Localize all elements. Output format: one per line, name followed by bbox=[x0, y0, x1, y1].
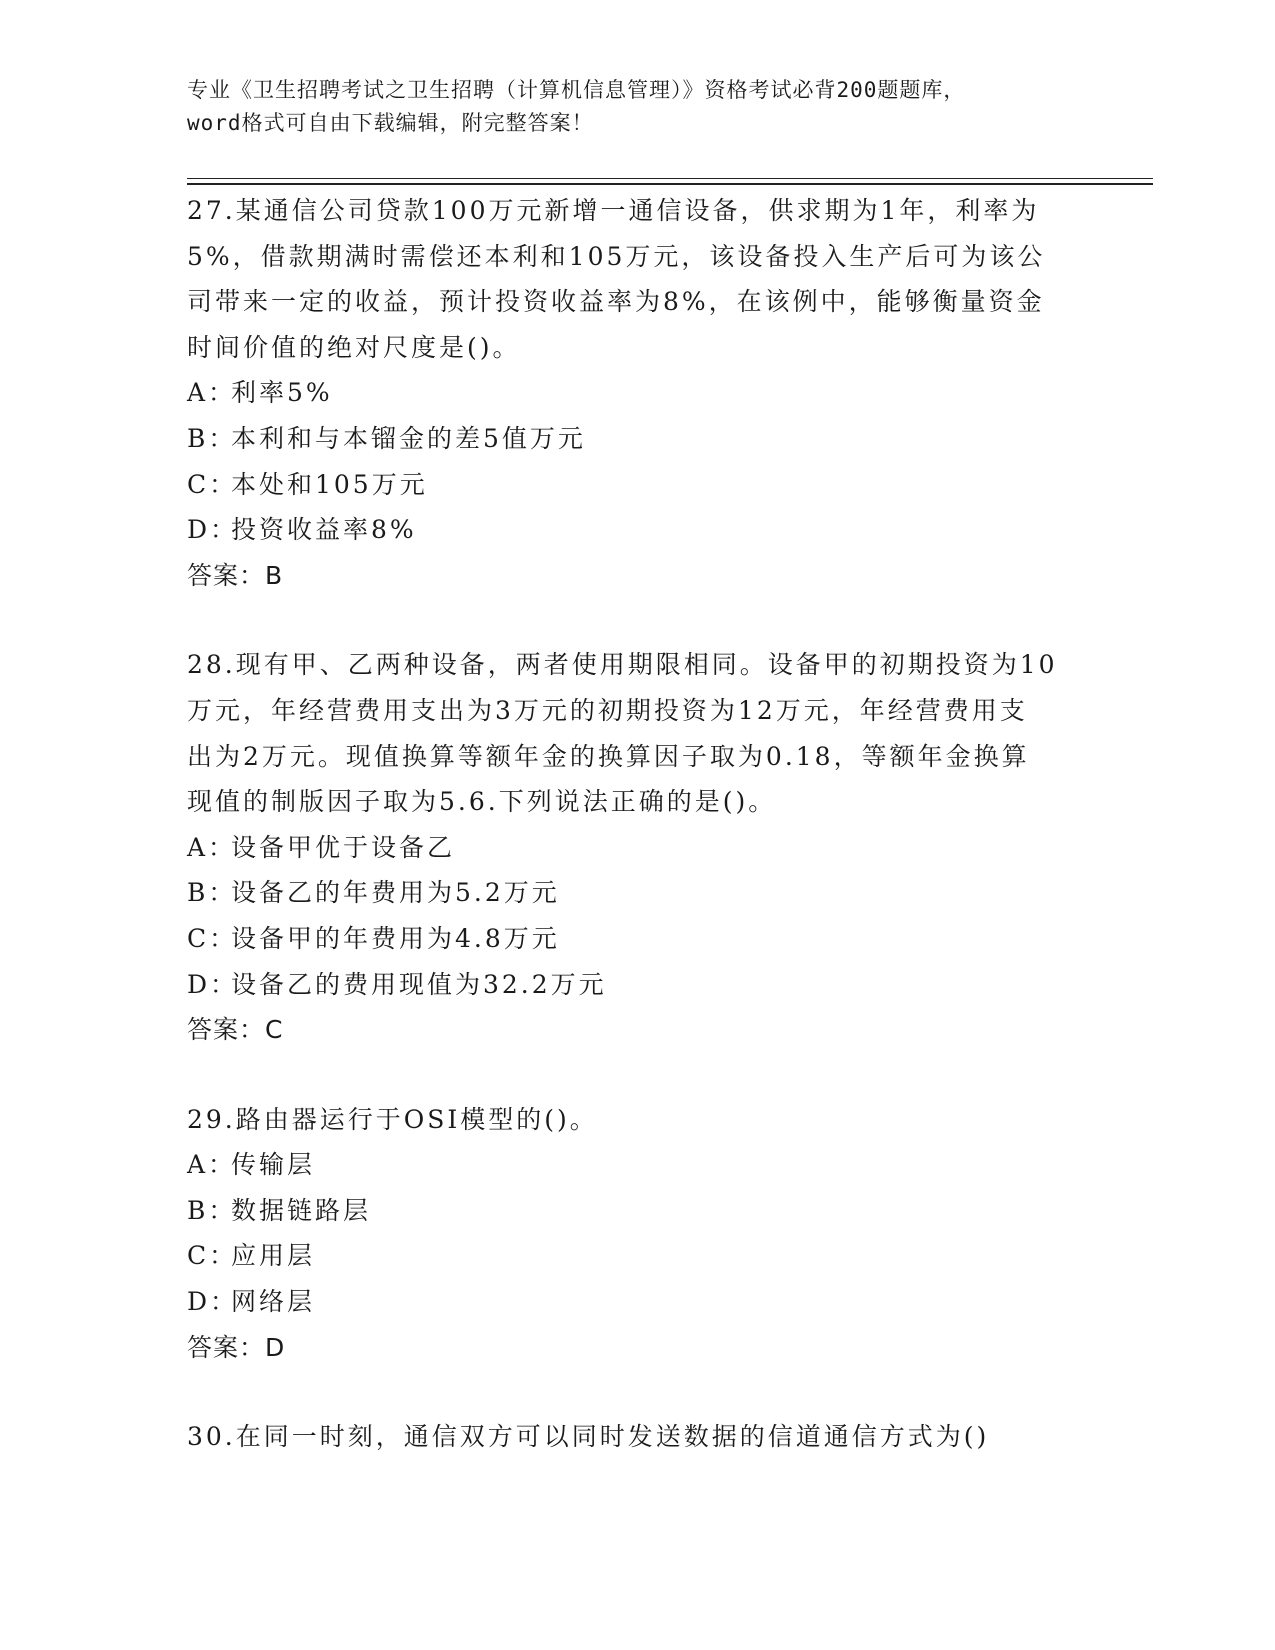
answer-option bbox=[187, 507, 1087, 553]
option-key: C： bbox=[187, 923, 238, 953]
answer-line: 答案：D bbox=[187, 1332, 286, 1362]
question-text bbox=[187, 1414, 1087, 1460]
answer-line: 答案：C bbox=[187, 1015, 284, 1045]
option-key: B： bbox=[187, 878, 237, 908]
option-key: C： bbox=[187, 469, 238, 499]
question-text-line: 28.现有甲、乙两种设备，两者使用期限相同。设备甲的初期投资为10 bbox=[187, 650, 1058, 680]
question-list bbox=[187, 188, 1087, 1460]
answer-option bbox=[187, 916, 1087, 962]
question-text-line: 万元，年经营费用支出为3万元的初期投资为12万元，年经营费用支 bbox=[187, 695, 1028, 725]
option-text: 本利和与本镏金的差5值万元 bbox=[231, 423, 586, 453]
option-text: 设备乙的年费用为5.2万元 bbox=[231, 878, 560, 908]
option-text: 本处和105万元 bbox=[231, 469, 428, 499]
option-text: 数据链路层 bbox=[231, 1195, 372, 1225]
option-text: 设备乙的费用现值为32.2万元 bbox=[231, 969, 607, 999]
question-text bbox=[187, 188, 1087, 370]
option-key: C： bbox=[187, 1241, 238, 1271]
answer-option bbox=[187, 1279, 1087, 1325]
question-block bbox=[187, 1097, 1087, 1371]
option-text: 利率5% bbox=[231, 378, 333, 408]
question-spacer bbox=[187, 1370, 1087, 1414]
header-divider-thick bbox=[187, 183, 1153, 185]
header-line-1: 专业《卫生招聘考试之卫生招聘（计算机信息管理）》资格考试必背200题题库， bbox=[187, 78, 966, 102]
answer-option bbox=[187, 1233, 1087, 1279]
question-text bbox=[187, 1097, 1087, 1143]
answer-option bbox=[187, 962, 1087, 1008]
question-text-line: 30.在同一时刻，通信双方可以同时发送数据的信道通信方式为() bbox=[187, 1422, 990, 1452]
question-text-line: 27.某通信公司贷款100万元新增一通信设备，供求期为1年，利率为 bbox=[187, 196, 1040, 225]
answer-option bbox=[187, 462, 1087, 508]
question-text-line: 时间价值的绝对尺度是()。 bbox=[187, 332, 521, 362]
answer-option bbox=[187, 870, 1087, 916]
option-key: D： bbox=[187, 515, 239, 545]
header-divider-thin bbox=[187, 178, 1153, 179]
question-text-line: 司带来一定的收益，预计投资收益率为8%，在该例中，能够衡量资金 bbox=[187, 287, 1045, 317]
answer-option bbox=[187, 370, 1087, 416]
question-text-line: 出为2万元。现值换算等额年金的换算因子取为0.18，等额年金换算 bbox=[187, 741, 1030, 771]
option-text: 投资收益率8% bbox=[231, 515, 417, 545]
question-text-line: 29.路由器运行于OSI模型的()。 bbox=[187, 1104, 598, 1134]
question-spacer bbox=[187, 1053, 1087, 1097]
answer-option bbox=[187, 1142, 1087, 1188]
option-key: D： bbox=[187, 1287, 239, 1317]
option-key: A： bbox=[187, 1150, 237, 1180]
header-line-2: word格式可自由下载编辑，附完整答案！ bbox=[187, 111, 594, 135]
question-text-line: 5%，借款期满时需偿还本利和105万元，该设备投入生产后可为该公 bbox=[187, 241, 1046, 271]
option-key: A： bbox=[187, 378, 237, 408]
answer-option bbox=[187, 416, 1087, 462]
option-text: 设备甲优于设备乙 bbox=[231, 832, 456, 862]
option-text: 设备甲的年费用为4.8万元 bbox=[231, 923, 560, 953]
option-key: D： bbox=[187, 969, 239, 999]
option-key: B： bbox=[187, 1195, 237, 1225]
question-text bbox=[187, 642, 1087, 824]
option-text: 传输层 bbox=[231, 1150, 316, 1180]
question-block bbox=[187, 188, 1087, 598]
option-text: 网络层 bbox=[231, 1287, 316, 1317]
answer-option bbox=[187, 1188, 1087, 1234]
question-block bbox=[187, 642, 1087, 1052]
question-text-line: 现值的制版因子取为5.6.下列说法正确的是()。 bbox=[187, 787, 777, 817]
answer-option bbox=[187, 825, 1087, 871]
option-key: A： bbox=[187, 832, 237, 862]
question-spacer bbox=[187, 598, 1087, 642]
option-text: 应用层 bbox=[231, 1241, 316, 1271]
document-header bbox=[187, 74, 1087, 140]
answer-line: 答案：B bbox=[187, 560, 284, 590]
option-key: B： bbox=[187, 423, 237, 453]
question-block bbox=[187, 1414, 1087, 1460]
